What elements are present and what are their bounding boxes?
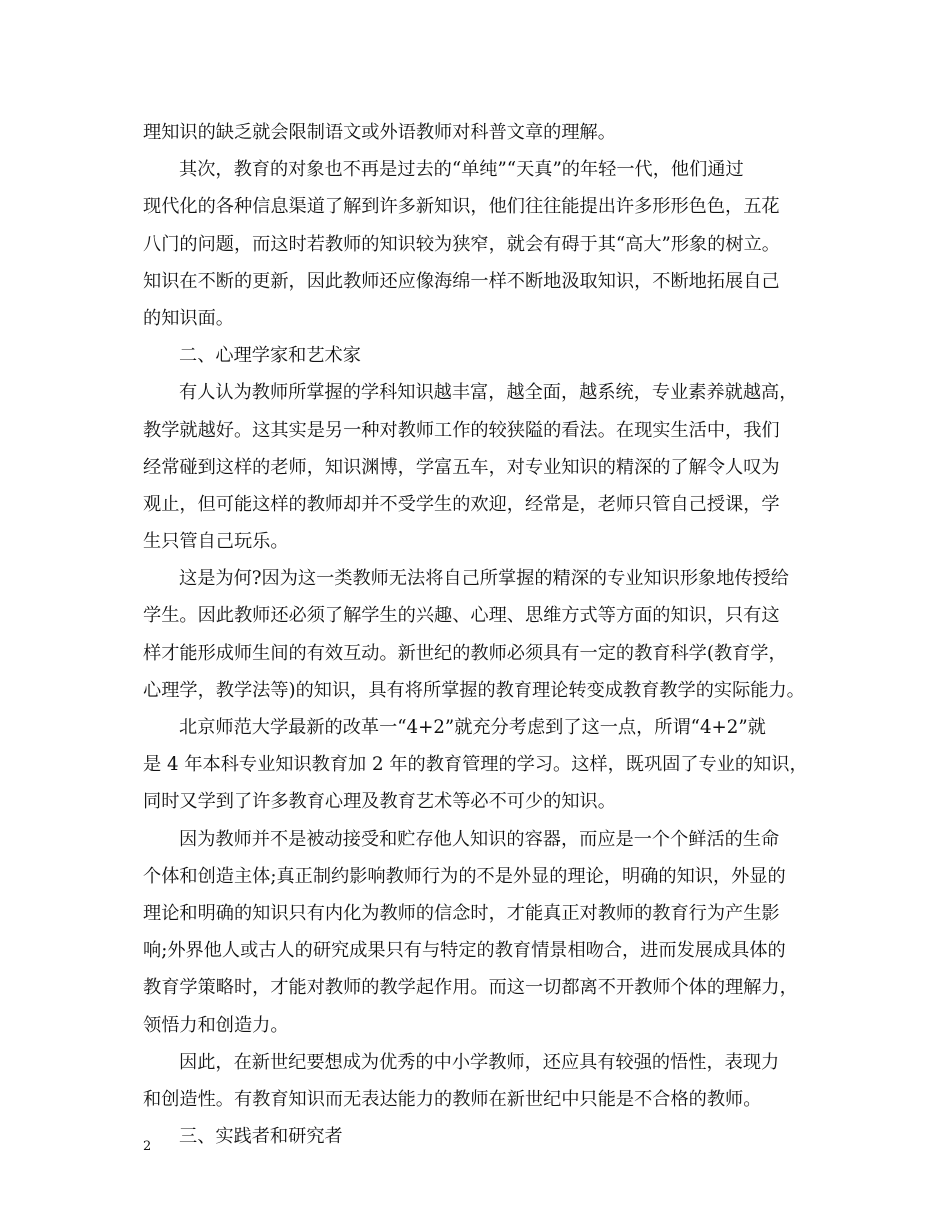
text-line: 北京师范大学最新的改革一“4+2”就充分考虑到了这一点，所谓“4+2”就 [179,717,766,738]
text-line: 心理学，教学法等)的知识，具有将所掌握的教育理论转变成教育教学的实际能力。 [143,679,805,701]
text-line: 同时又学到了许多教育心理及教育艺术等必不可少的知识。 [143,791,616,813]
text-line: 和创造性。有教育知识而无表达能力的教师在新世纪中只能是不合格的教师。 [143,1088,762,1110]
text-line: 学生。因此教师还必须了解学生的兴趣、心理、思维方式等方面的知识，只有这 [143,605,780,627]
text-line: 因为教师并不是被动接受和贮存他人知识的容器，而应是一个个鲜活的生命 [179,828,780,850]
text-line: 个体和创造主体;真正制约影响教师行为的不是外显的理论，明确的知识，外显的 [143,865,786,887]
text-line: 因此，在新世纪要想成为优秀的中小学教师，还应具有较强的悟性，表现力 [179,1051,780,1073]
page-number: 2 [143,1139,152,1154]
text-line: 样才能形成师生间的有效互动。新世纪的教师必须具有一定的教育科学(教育学， [143,642,787,664]
text-line: 有人认为教师所掌握的学科知识越丰富，越全面，越系统，专业素养就越高， [179,382,798,404]
text-line: 现代化的各种信息渠道了解到许多新知识，他们往往能提出许多形形色色，五花 [143,196,780,218]
text-line: 这是为何?因为这一类教师无法将自己所掌握的精深的专业知识形象地传授给 [179,568,789,590]
text-line: 八门的问题，而这时若教师的知识较为狭窄，就会有碍于其“高大”形象的树立。 [143,233,780,255]
text-line: 生只管自己玩乐。 [143,531,289,553]
text-line: 领悟力和创造力。 [143,1014,289,1036]
text-line: 其次，教育的对象也不再是过去的“单纯”“天真”的年轻一代，他们通过 [179,159,744,181]
body-text [143,114,818,1155]
text-line: 观止，但可能这样的教师却并不受学生的欢迎，经常是，老师只管自己授课，学 [143,493,780,515]
text-line: 理论和明确的知识只有内化为教师的信念时，才能真正对教师的教育行为产生影 [143,902,780,924]
text-line: 知识在不断的更新，因此教师还应像海绵一样不断地汲取知识，不断地拓展自己 [143,270,780,292]
text-line: 教学就越好。这其实是另一种对教师工作的较狭隘的看法。在现实生活中，我们 [143,419,780,441]
text-line: 教育学策略时，才能对教师的教学起作用。而这一切都离不开教师个体的理解力， [143,977,798,999]
text-line: 二、心理学家和艺术家 [179,345,361,367]
text-line: 理知识的缺乏就会限制语文或外语教师对科普文章的理解。 [143,122,616,143]
text-line: 是 4 年本科专业知识教育加 2 年的教育管理的学习。这样，既巩固了专业的知识， [143,754,808,776]
text-line: 三、实践者和研究者 [179,1126,343,1148]
text-line: 的知识面。 [143,307,234,329]
text-line: 响;外界他人或古人的研究成果只有与特定的教育情景相吻合，进而发展成具体的 [143,940,786,962]
text-line: 经常碰到这样的老师，知识渊博，学富五车，对专业知识的精深的了解令人叹为 [143,456,780,478]
